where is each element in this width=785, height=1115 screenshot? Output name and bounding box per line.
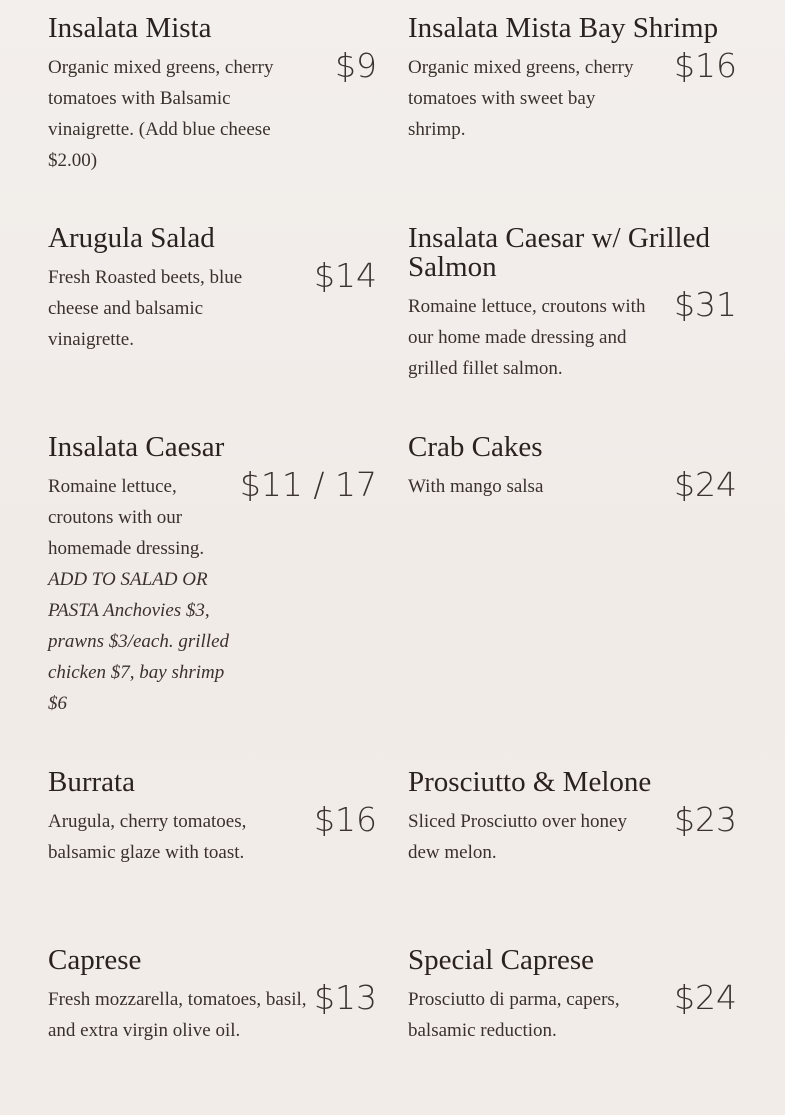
item-name: Insalata Mista Bay Shrimp	[408, 12, 719, 44]
menu-item-insalata-caesar-salmon	[408, 224, 737, 384]
item-description	[48, 471, 238, 719]
item-description: With mango salsa	[408, 476, 544, 497]
menu-item-special-caprese	[408, 946, 737, 1046]
item-name: Crab Cakes	[408, 431, 543, 463]
item-price: $14	[314, 256, 377, 295]
menu-item-insalata-mista-bay-shrimp	[408, 14, 737, 145]
menu-item-insalata-caesar	[48, 433, 377, 719]
item-description: Sliced Prosciutto over honey dew melon.	[408, 811, 627, 863]
menu-item-arugula-salad	[48, 224, 377, 355]
item-description: Organic mixed greens, cherry tomatoes with sweet bay shrimp.	[408, 57, 634, 140]
item-name: Burrata	[48, 766, 135, 798]
item-price: $13	[314, 978, 377, 1017]
menu-item-prosciutto-melone	[408, 768, 737, 868]
item-price: $31	[674, 285, 737, 324]
item-name: Arugula Salad	[48, 222, 215, 254]
item-price: $24	[674, 978, 737, 1017]
item-name: Special Caprese	[408, 944, 595, 976]
menu-item-crab-cakes	[408, 433, 737, 502]
item-price: $16	[314, 800, 377, 839]
menu-item-burrata	[48, 768, 377, 868]
item-price: $24	[674, 465, 737, 504]
item-name: Prosciutto & Melone	[408, 766, 652, 798]
item-description-text: Romaine lettuce, croutons with our homemade dressing.	[48, 476, 205, 559]
item-name: Caprese	[48, 944, 142, 976]
item-description: Romaine lettuce, croutons with our home made dressing and grilled fillet salmon.	[408, 296, 646, 379]
item-description: Prosciutto di parma, capers, balsamic reduction.	[408, 989, 620, 1041]
menu-item-caprese	[48, 946, 377, 1046]
item-price: $23	[674, 800, 737, 839]
item-description: Organic mixed greens, cherry tomatoes with Balsamic vinaigrette. (Add blue cheese $2.00)	[48, 57, 274, 171]
item-description: Fresh mozzarella, tomatoes, basil, and extra virgin olive oil.	[48, 989, 307, 1041]
item-price: $16	[674, 46, 737, 85]
item-description: Fresh Roasted beets, blue cheese and balsamic vinaigrette.	[48, 267, 243, 350]
item-name: Insalata Caesar w/ Grilled Salmon	[408, 222, 710, 283]
item-name: Insalata Caesar	[48, 431, 225, 463]
item-description: Arugula, cherry tomatoes, balsamic glaze with toast.	[48, 811, 247, 863]
item-name: Insalata Mista	[48, 12, 212, 44]
item-addons: ADD TO SALAD OR PASTA Anchovies $3, prawns $3/each. grilled chicken $7, bay shrimp $6	[48, 569, 230, 714]
item-price: $11 / 17	[239, 465, 377, 504]
item-price: $9	[335, 46, 377, 85]
menu-item-insalata-mista	[48, 14, 377, 176]
